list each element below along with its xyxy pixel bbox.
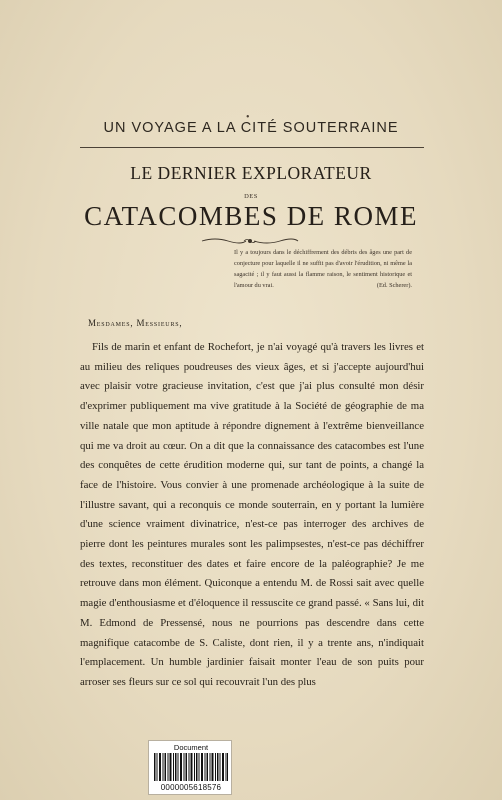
epigraph — [234, 247, 412, 291]
epigraph-attribution: (Ed. Scherer). — [376, 282, 412, 289]
top-dot-ornament: • — [246, 112, 250, 123]
library-label — [148, 740, 232, 795]
salutation: Mesdames, Messieurs, — [88, 318, 183, 328]
decorative-flourish-icon — [200, 236, 300, 246]
barcode-icon — [154, 753, 228, 781]
series-title: UN VOYAGE A LA CITÉ SOUTERRAINE — [103, 120, 399, 136]
title-line-1: LE DERNIER EXPLORATEUR — [130, 163, 372, 183]
title-des: DES — [244, 193, 258, 200]
body-paragraph: Fils de marin et enfant de Rochefort, je n'ai voyagé qu'à travers les livres et au milieu des reliques poudreuses des vieux âges, et si j'accepte aujourd'hui avec plaisir votre gracieuse invitation, c'est que j'ai plus consulté mon désir d'exprimer publiquement ma vive gratitude à la Société de géographie de ma ville natale que mon aptitude à répondre dignement à l'extrême bienveillance qui me va droit au cœur. On a dit que la connaissance des catacombes est l'une des conquêtes de cette érudition moderne qui, sur tant de points, a changé la face de l'histoire. Vous convier à une promenade archéologique à la suite de l'illustre savant, qui a reconquis ce monde souterrain, en y portant la lumière d'une science vraiment divinatrice, n'est-ce pas interroger des archives de pierre dont les peintures murales sont les palimpsestes, n'est-ce pas déchiffrer des textes, reconstituer des dates et faire encore de la paléographie? Je me retrouve dans mon élément. Quiconque a entendu M. de Rossi sait avec quelle magie d'enthousiasme et d'éloquence il ressuscite ce grand passé. « Sans lui, dit M. Edmond de Pressensé, nous ne pourrions pas descendre dans cette magnifique catacombe de S. Caliste, dont rien, il y a trente ans, n'indiquait l'emplacement. Un humble jardinier faisait monter l'eau de son puits pour arroser ses fleurs sur ce sol qui recouvrait l'un des plus — [80, 341, 424, 688]
title-line-2: CATACOMBES DE ROME — [84, 201, 418, 231]
label-title: Document — [173, 743, 209, 752]
epigraph-text: Il y a toujours dans le déchiffrement des débris des âges une part de conjecture pour laquelle il ne suffit pas d'avoir l'érudition, ni même la sagacité ; il y faut aussi la flamme raison, le sentiment historique et l'amour du vrai. — [234, 249, 412, 289]
barcode-number: 0000005618576 — [160, 783, 222, 792]
title-rule — [80, 147, 424, 148]
